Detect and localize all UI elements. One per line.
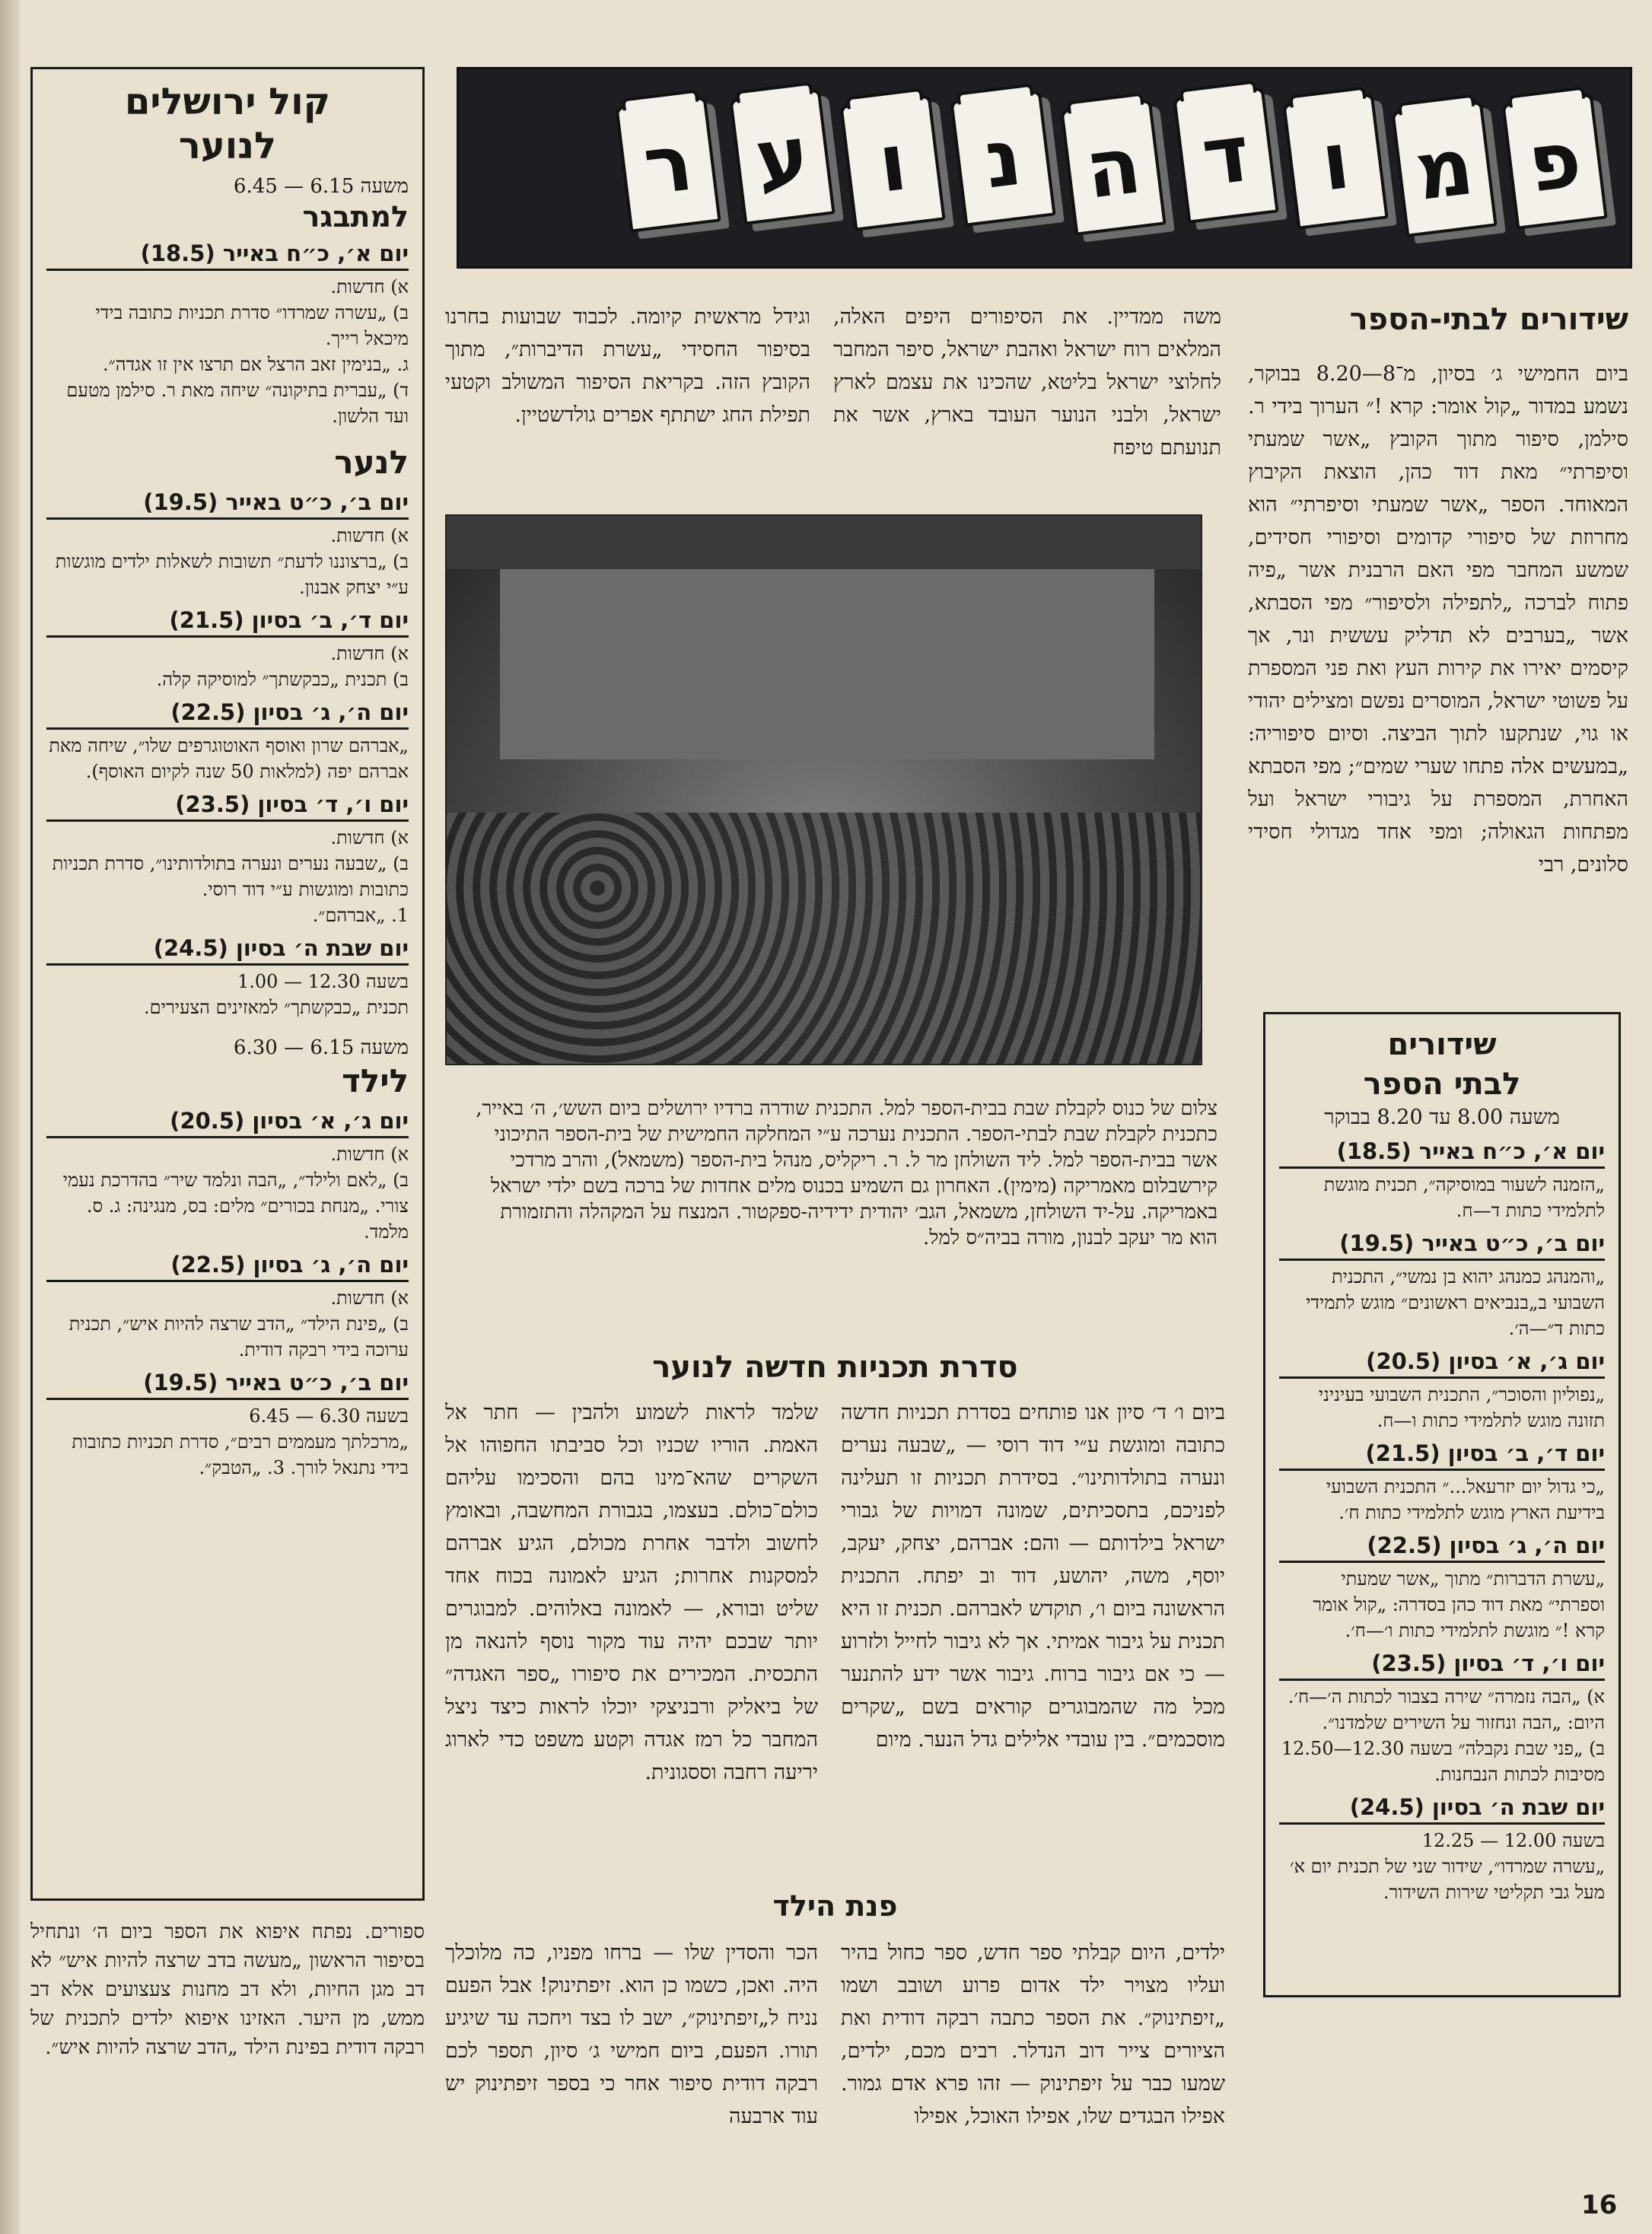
- schedule-item: א) חדשות.: [330, 1287, 409, 1309]
- child-corner-text-right: ילדים, היום קבלתי ספר חדש, ספר כחול בהיר ועליו מצויר ילד אדום פרוע ושובב ושמו „זיפתינוק״. את הספר כתבה רבקה דודית ואת הציורים צייר דוב הנדלר. רבים מכם, ילדים, שמעו כבר על זיפתינוק — זהו פרא אדם גמור. אפילו הבגדים שלו, אפילו האוכל, אפילו: [841, 1941, 1225, 2128]
- day-heading: יום ב׳, כ״ט באייר (19.5): [1279, 1228, 1605, 1261]
- school-broadcasts-text-col2: משה ממדיין. את הסיפורים היפים האלה, המלאים רוח ישראל ואהבת ישראל, סיפר המחבר לחלוצי ישראל בליטא, שהכינו את עצמם לארץ ישראל, ולבני הנוער העובד בארץ, אשר את תנועתם טיפח: [833, 305, 1221, 460]
- schedule-item: א) חדשות.: [330, 1144, 409, 1165]
- school-broadcasts-text-col3: וגידל מראשית קיומה. לכבוד שבועות בחרנו בסיפור החסידי „עשרת הדיברות״, מתוך הקובץ הזה. בקריאת הסיפור המשולב וקטעי תפילת החג ישתתף אפרים גולדשטיין.: [445, 305, 810, 427]
- day-heading: יום א׳, כ״ח באייר (18.5): [1279, 1136, 1605, 1169]
- schedule-item: ב) „עשרה שמרדו״ סדרת תכניות כתובה בידי מיכאל רייך.: [95, 302, 409, 349]
- photo-caption: צלום של כנוס לקבלת שבת בבית-הספר למל. התכנית שודרה ברדיו ירושלים ביום השש׳, ה׳ באייר, כתכנית לקבלת שבת לבתי-הספר. התכנית נערכה ע״י המחלקה החמישית של בית-הספר התיכוני אשר בבית-הספר למל. ליד השולחן מר ל. ר. ריקליס, מנהל בית-הספר (משמאל), והרב מרדכי קירשבלום מאמריקה (מימין). האחרון גם השמיע בכנוס מלים אחדות של ברכה בשם ילדי ישראל באמריקה. על-יד השולחן, משמאל, הגב׳ יהודית ידידיה-ספקטור. המנצח על המקהלה והתזמורת הוא מר יעקב לבנון, מורה בביה״ס למל.: [476, 1097, 1218, 1249]
- time-slot: משעה 6.15 — 6.30: [233, 1036, 409, 1059]
- schedule-item: ב) „ברצוננו לדעת״ תשובות לשאלות ילדים מוגשות ע״י יצחק אבנון.: [55, 551, 409, 598]
- day-heading: יום ג׳, א׳ בסיון (20.5): [46, 1106, 409, 1138]
- day-heading: יום ו׳, ד׳ בסיון (23.5): [1279, 1648, 1605, 1681]
- day-heading: יום שבת ה׳ בסיון (24.5): [46, 933, 409, 966]
- day-heading: יום שבת ה׳ בסיון (24.5): [1279, 1792, 1605, 1825]
- schedule-item: „נפוליון והסוכר״, התכנית השבועי בעיניני תזונה מוגש לתלמידי כתות ו—ח.: [1318, 1384, 1605, 1431]
- schedule-item: „עשרה שמרדו״, שידור שני של תכנית יום א׳ מעל גבי תקליטי שירות השידור.: [1290, 1856, 1605, 1903]
- school-gathering-photo: [445, 514, 1202, 1065]
- masthead-book: ר: [615, 96, 721, 232]
- schedule-item: א) חדשות.: [330, 643, 409, 664]
- schedule-item: „אברהם שרון ואוסף האוטוגרפים שלו״, שיחה מאת אברהם יפה (למלאות 50 שנה לקיום האוסף).: [49, 735, 409, 782]
- schedule-item: „הזמנה לשעור במוסיקה״, תכנית מוגשת לתלמידי כתות ד—ח.: [1323, 1174, 1605, 1221]
- school-broadcasts-text: ביום החמישי ג׳ בסיון, מ־8—8.20 בבוקר, נשמע במדור „קול אומר: קרא !״ הערוך בידי ר. סילמן, סיפור מתוך הקובץ „אשר שמעתי וסיפרתי״ מאת דוד כהן, הוצאת הקיבוץ המאוחד. הספר „אשר שמעתי וסיפרתי״ הוא מחרוזת של סיפורי קדומים וסיפורי חסידים, שמשע המחבר מפי האם הרבנית אשר „פיה פתוח לברכה „לתפילה ולסיפור״ מפי הסבתא, אשר „בערבים לא תדליק עששית ונר, אך קיסמים יאירו את קירות העץ ואת פני המספרת על פשוטי ישראל, המוסרים נפשם ומצילים יהודי או גוי, שנתקעו לתוך הביצה. וסיום סיפוריה: „במעשים אלה פתחו שערי שמים״; מפי הסבתא האחרת, המספרת על גיבורי ישראל ועל מפתחות הגאולה; ומפי אחד מגדולי חסידי סלונים, רבי: [1248, 362, 1628, 877]
- schedule-item: ב) „פינת הילד״ „הדב שרצה להיות איש״, תכנית ערוכה בידי רבקה דודית.: [68, 1313, 409, 1360]
- time-slot: משעה 6.15 — 6.45: [233, 175, 409, 198]
- schedule-item: ג. „בנימין זאב הרצל אם תרצו אין זו אגדה״.: [103, 354, 409, 375]
- day-heading: יום ה׳, ג׳ בסיון (22.5): [46, 697, 409, 730]
- binding-gutter: [0, 0, 20, 2234]
- masthead-book: ד: [1173, 87, 1278, 223]
- schedule-item: „כי גדול יום יזרעאל...״ התכנית השבועי בידיעת הארץ מוגש לתלמידי כתות ח׳.: [1326, 1476, 1605, 1523]
- masthead-book: ה: [1060, 99, 1166, 235]
- schedule-item: „עשרת הדברות״ מתוך „אשר שמעתי וספרתי״ מאת דוד כהן בסדרה: „קול אומר קרא !״ מוגשת לתלמידי כתות ו׳—ח׳.: [1313, 1568, 1605, 1641]
- schedule-item: ד) „עברית בתיקונה״ שיחה מאת ר. סילמן מטעם ועד הלשון.: [66, 380, 409, 427]
- schedule-item: ב) „פני שבת נקבלה״ בשעה 12.30—12.50 מסיבות לכתות הנבחנות.: [1281, 1738, 1605, 1785]
- day-heading: יום ה׳, ג׳ בסיון (22.5): [46, 1249, 409, 1282]
- schedule-item: „והמנהג כמנהג יהוא בן נמשי״, התכנית השבועי ב„בנביאים ראשונים״ מוגש לתמידי כתות ד״—ה׳.: [1306, 1266, 1605, 1339]
- schedule-item: א) חדשות.: [330, 525, 409, 546]
- new-series-text-left: שלמד לראות לשמוע ולהבין — חתר אל האמת. הוריו שכניו וכל סביבתו החפוהו אל השקרים שהא־מינו בהם והסכימו עליהם כולם־כולם. בעצמו, בגבורת המחשבה, ובאומץ לחשוב ולדבר אחרת מכולם, הגיע אברהם למסקנות אחרות; הגיע לאמונה בכוח אחד שליט ובורא, — לאמונה באלוהים. למבוגרים יותר שבכם יהיה עוד מקור נוסף להנאה מן התכסית. המכירים את סיפורו „ספר האגדה״ של ביאליק ורבניצקי יוכלו לראות כיצד ניצל המחבר כל רמז אגדה וקטע משפט כדי לארוג יריעה רחבה וססגונית.: [445, 1401, 818, 1784]
- masthead-book: ו: [839, 94, 945, 231]
- schedule-item: בשעה 12.00 — 12.25: [1421, 1830, 1605, 1851]
- masthead-banner: [457, 67, 1632, 269]
- schedule-item: ב) „לאם ולילד״, „הבה ונלמד שיר״ בהדרכת נעמי צורי. „מנחת בכורים״ מלים: בס, מנגינה: ג. ס. מלמד.: [62, 1170, 409, 1243]
- child-corner-text-left: הכר והסדין שלו — ברחו מפניו, כה מלוכלך היה. ואכן, כשמו כן הוא. זיפתינוק! אבל הפעם נניח ל„זיפתינוק״, ישב לו בצד ויחכה עד שיגיע תורו. הפעם, ביום חמישי ג׳ סיון, תספר לכם רבקה דודית סיפור אחר כי בספר זיפתינוק יש עוד ארבעה: [445, 1941, 818, 2128]
- masthead-book: פ: [1501, 93, 1607, 229]
- school-broadcasts-heading: שידורים לבתי-הספר: [1349, 302, 1628, 337]
- day-heading: יום ב׳, כ״ט באייר (19.5): [46, 487, 409, 520]
- schedule-item: א) חדשות.: [330, 276, 409, 298]
- day-heading: יום ו׳, ד׳ בסיון (23.5): [46, 789, 409, 822]
- day-heading: יום א׳, כ״ח באייר (18.5): [46, 238, 409, 271]
- page-number: 16: [1581, 2190, 1618, 2220]
- day-heading: יום ד׳, ב׳ בסיון (21.5): [1279, 1438, 1605, 1471]
- schedule-item: תכנית „כבקשתך״ למאזינים הצעירים.: [144, 997, 409, 1018]
- school-broadcast-schedule: [1263, 1012, 1621, 1997]
- day-heading: יום ב׳, כ״ט באייר (19.5): [46, 1367, 409, 1400]
- day-heading: יום ה׳, ג׳ בסיון (22.5): [1279, 1530, 1605, 1563]
- schedule-item: ב) תכנית „כבקשתך״ למוסיקה קלה.: [156, 669, 409, 690]
- masthead-book: ע: [729, 88, 835, 224]
- day-heading: יום ד׳, ב׳ בסיון (21.5): [46, 605, 409, 638]
- box-title: שידורים לבתי הספר: [1363, 1027, 1521, 1102]
- youth-radio-schedule: [30, 67, 425, 1901]
- schedule-item: א) חדשות.: [330, 827, 409, 848]
- audience-heading: למתבגר: [302, 200, 409, 234]
- audience-heading: לילד: [342, 1062, 409, 1099]
- schedule-item: „מרכלתך מעממים רבים״, סדרת תכניות כתובות בידי נתנאל לורך. 3. „הטבק״.: [72, 1431, 409, 1478]
- child-corner-heading: פנת הילד: [772, 1889, 898, 1923]
- schedule-title: קול ירושלים לנוער: [124, 81, 331, 167]
- schedule-item: ב) „שבעה נערים ונערה בתולדותינו״, סדרת תכניות כתובות ומוגשות ע״י דוד רוסי.: [52, 853, 409, 900]
- schedule-item: בשעה 6.30 — 6.45: [249, 1405, 409, 1427]
- time-slot: משעה 8.00 עד 8.20 בבוקר: [1324, 1106, 1560, 1129]
- child-corner-continuation: ספורים. נפתח איפוא את הספר ביום ה׳ ונתחיל בסיפור הראשון „מעשה בדב שרצה להיות איש״ לא דב מגן החיות, ולא דב מחנות צעצועים אלא דב ממש, מן היער. האזינו איפוא ילדים לתכנית של רבקה דודית בפינת הילד „הדב שרצה להיות איש״.: [30, 1921, 425, 2059]
- new-series-text-right: ביום ו׳ ד׳ סיון אנו פותחים בסדרת תכניות חדשה כתובה ומוגשת ע״י דוד רוסי — „שבעה נערים ונערה בתולדותינו״. בסידרת תכניות זו תעלינה לפניכם, בתסכיתים, שמונה דמויות של גבורי ישראל בילדותם — והם: אברהם, יצחק, יעקב, יוסף, משה, יהושע, דוד וב יפתח. התכנית הראשונה ביום ו׳, תוקדש לאברהם. תכנית זו היא תכנית על גיבור אמיתי. אך לא גיבור לחייל ולזרוע — כי אם גיבור ברוח. גיבור אשר ידע להתנער מכל מה שהמבוגרים קוראים בשם „שקרים מוסכמים״. בין עובדי אלילים גדל הנער. מיום: [841, 1401, 1225, 1752]
- masthead-book: ו: [1282, 93, 1388, 229]
- schedule-item: בשעה 12.30 — 1.00: [237, 971, 409, 992]
- masthead-book: נ: [950, 90, 1055, 226]
- masthead-book: מ: [1391, 100, 1497, 237]
- schedule-item: א) „הבה נזמרה״ שירה בצבור לכתות ה׳—ח׳. היום: „הבה ונחזור על השירים שלמדנו״.: [1288, 1686, 1605, 1733]
- audience-heading: לנער: [334, 444, 409, 481]
- day-heading: יום ג׳, א׳ בסיון (20.5): [1279, 1346, 1605, 1379]
- schedule-item: 1. „אברהם״.: [312, 905, 409, 926]
- new-series-heading: סדרת תכניות חדשה לנוער: [652, 1350, 1018, 1385]
